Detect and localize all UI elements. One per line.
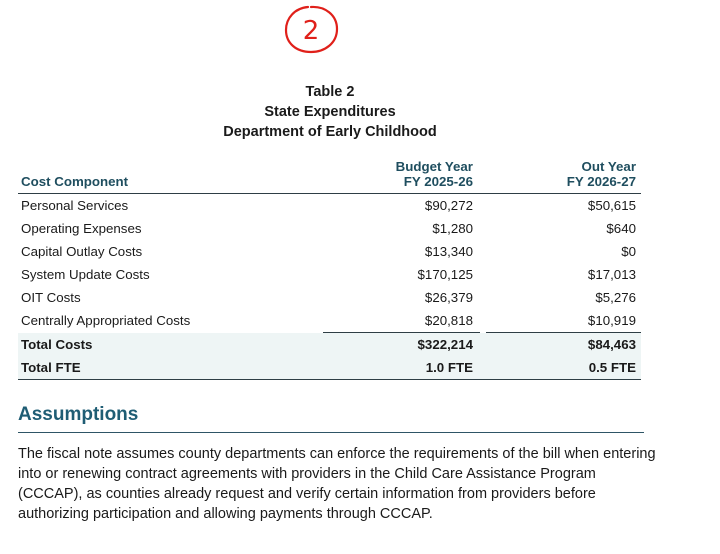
header-row xyxy=(18,174,641,194)
out-value: $50,615 xyxy=(587,198,636,213)
budget-value: $13,340 xyxy=(424,244,473,259)
total-costs-row xyxy=(18,333,641,357)
handwritten-annotation xyxy=(281,3,341,55)
row-label: Operating Expenses xyxy=(21,221,142,236)
out-fy-header: FY 2026-27 xyxy=(486,174,641,194)
budget-value: $20,818 xyxy=(424,313,473,328)
budget-value: $170,125 xyxy=(417,267,473,282)
budget-year-header: Budget Year xyxy=(395,159,473,174)
expenditures-table xyxy=(18,156,641,380)
budget-value: $1,280 xyxy=(432,221,473,236)
budget-value: $322,214 xyxy=(323,333,480,357)
out-value: $10,919 xyxy=(587,313,636,328)
table-row xyxy=(18,240,641,263)
table-title-line: State Expenditures xyxy=(264,104,396,120)
out-value: $0 xyxy=(621,244,636,259)
table-row xyxy=(18,263,641,286)
annotation-text: 2 xyxy=(302,16,320,46)
header-row xyxy=(18,156,641,174)
table-title-line: Department of Early Childhood xyxy=(223,124,437,140)
row-label: Personal Services xyxy=(21,198,129,213)
row-label: System Update Costs xyxy=(21,267,150,282)
budget-value: $26,379 xyxy=(424,290,473,305)
table-row xyxy=(18,217,641,240)
table-row xyxy=(18,309,641,333)
table-row xyxy=(18,286,641,309)
row-label: OIT Costs xyxy=(21,290,81,305)
cost-component-header: Cost Component xyxy=(18,174,323,194)
row-label: Total Costs xyxy=(18,333,323,357)
budget-fy-header: FY 2025-26 xyxy=(323,174,480,194)
budget-value: 1.0 FTE xyxy=(323,356,480,380)
out-value: 0.5 FTE xyxy=(486,356,641,380)
assumptions-heading: Assumptions xyxy=(18,404,644,433)
out-value: $17,013 xyxy=(587,267,636,282)
out-year-header: Out Year xyxy=(581,159,636,174)
assumptions-body: The fiscal note assumes county departments can enforce the requirements of the bill when entering into or renewing contract agreements with providers in the Child Care Assistance Program (CCCAP), as counties already request and verify certain information from providers before authorizing participation and allowing payments through CCCAP. xyxy=(18,446,656,522)
table-title-line: Table 2 xyxy=(305,84,355,100)
out-value: $84,463 xyxy=(486,333,641,357)
row-label: Total FTE xyxy=(18,356,323,380)
table-row xyxy=(18,194,641,218)
total-fte-row xyxy=(18,356,641,380)
circled-number-mark xyxy=(281,3,341,55)
row-label: Capital Outlay Costs xyxy=(21,244,143,259)
row-label: Centrally Appropriated Costs xyxy=(21,313,191,329)
budget-value: $90,272 xyxy=(424,198,473,213)
table-title xyxy=(0,82,660,142)
out-value: $640 xyxy=(606,221,636,236)
out-value: $5,276 xyxy=(595,290,636,305)
